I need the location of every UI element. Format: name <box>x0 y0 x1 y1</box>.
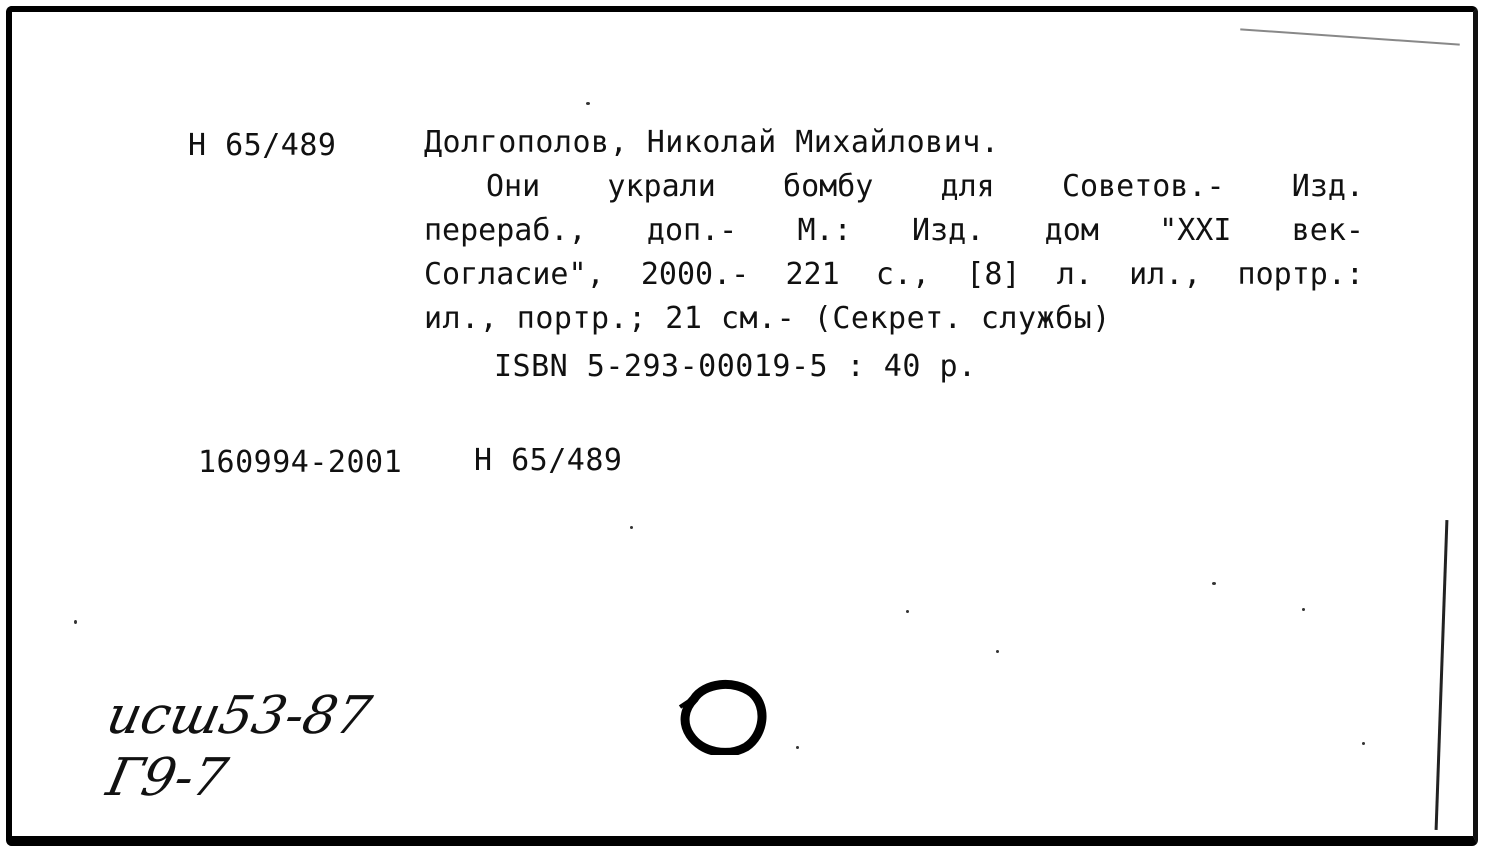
call-number: Н 65/489 <box>188 128 337 163</box>
speck <box>1362 742 1365 745</box>
speck <box>906 610 909 613</box>
description-line-1: Они украли бомбу для Советов.- Изд. <box>486 169 1364 204</box>
speck <box>74 620 77 624</box>
speck <box>586 102 590 105</box>
speck <box>1212 582 1216 585</box>
speck <box>796 746 799 749</box>
author-heading: Долгополов, Николай Михайлович. <box>424 125 1000 160</box>
speck <box>1302 608 1305 611</box>
description-line-4: ил., портр.; 21 см.- (Секрет. службы) <box>424 301 1111 336</box>
accession-number: 160994-2001 <box>198 445 403 480</box>
description-line-2: перераб., доп.- М.: Изд. дом "XXI век- <box>424 213 1364 248</box>
accession-call-number: Н 65/489 <box>474 443 623 478</box>
description-line-3: Согласие", 2000.- 221 с., [8] л. ил., портр.: <box>424 257 1364 292</box>
speck <box>996 650 999 653</box>
handwritten-note-line-2: Г9-7 <box>101 748 233 808</box>
isbn-price: ISBN 5-293-00019-5 : 40 р. <box>494 349 977 384</box>
punch-hole-mark <box>676 677 768 755</box>
handwritten-note-line-1: исш53-87 <box>101 686 377 746</box>
speck <box>630 526 633 529</box>
